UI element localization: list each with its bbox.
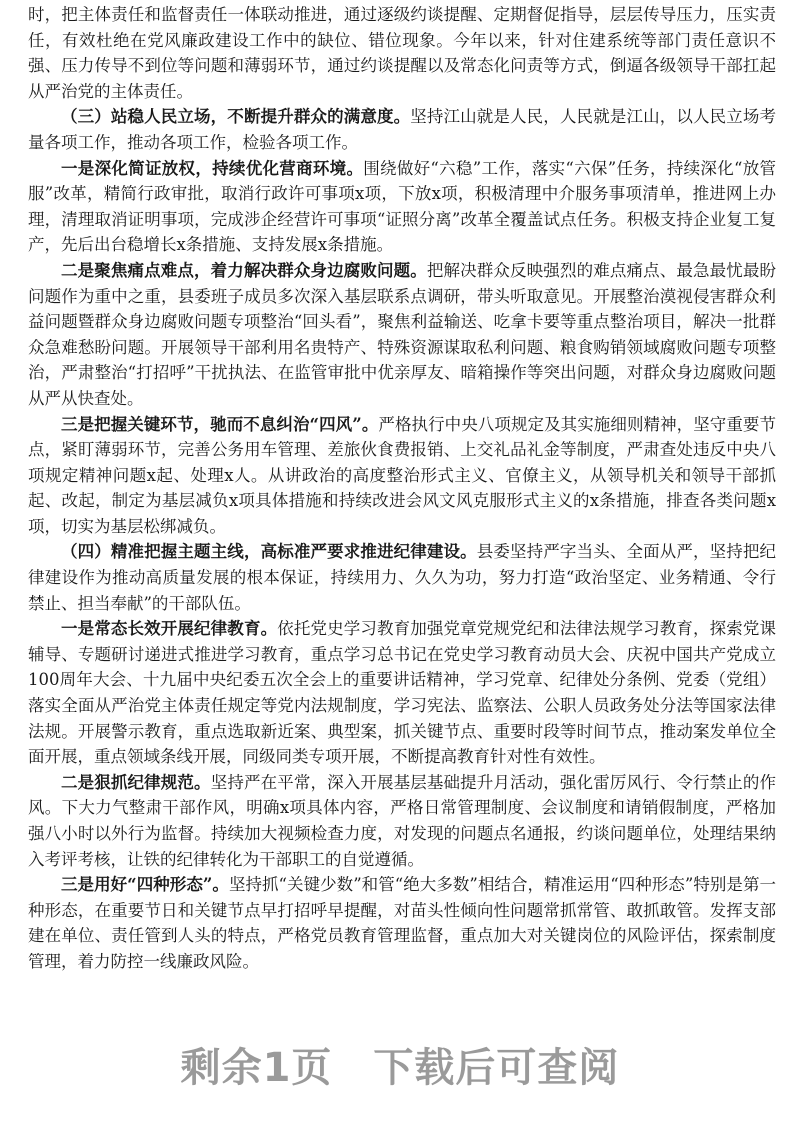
paragraph-heading: （四）精准把握主题主线，高标准严要求推进纪律建设。 <box>61 542 477 562</box>
paragraph-body: 围绕做好“六稳”工作，落实“六保”任务，持续深化“放管服”改革，精简行政审批，取消行政许可事项x项，下放x项，积极清理中介服务事项清单，推进网上办理，清理取消证明事项，完成涉企经营许可事项“证照分离”改革全覆盖试点任务。积极支持企业复工复产，先后出台稳增长x条措施、支持发展x条措施。 <box>28 158 776 255</box>
paragraph-heading: 三是把握关键环节，驰而不息纠治“四风”。 <box>61 414 379 434</box>
paragraph-body: 依托党史学习教育加强党章党规党纪和法律法规学习教育，探索党课辅导、专题研讨递进式推进学习教育，重点学习总书记在党史学习教育动员大会、庆祝中国共产党成立100周年大会、十九届中央纪委五次全会上的重要讲话精神，学习党章、纪律处分条例、党委（党组）落实全面从严治党主体责任规定等党内法规制度，学习宪法、监察法、公职人员政务处分法等国家法律法规。开展警示教育，重点选取新近案、典型案，抓关键节点、重要时段等时间节点，推动案发单位全面开展，重点领域条线开展，同级同类专项开展，不断提高教育针对性有效性。 <box>28 619 777 767</box>
paragraph-heading: 二是狠抓纪律规范。 <box>61 772 211 792</box>
paragraph-body: 严格执行中央八项规定及其实施细则精神，坚守重要节点，紧盯薄弱环节，完善公务用车管理、差旅伙食费报销、上交礼品礼金等制度，严肃查处违反中央八项规定精神问题x起、处理x人。从讲政治的高度整治形式主义、官僚主义，从领导机关和领导干部抓起、改起，制定为基层减负x项具体措施和持续改进会风文风克服形式主义的x条措施，排查各类问题x项，切实为基层松绑减负。 <box>28 414 777 536</box>
paragraph-heading: 一是常态长效开展纪律教育。 <box>61 619 278 639</box>
paragraph-section-3 <box>28 104 776 155</box>
paragraph-continuation: 时，把主体责任和监督责任一体联动推进，通过逐级约谈提醒、定期督促指导，层层传导压力，压实责任，有效杜绝在党风廉政建设工作中的缺位、错位现象。今年以来，针对住建系统等部门责任意识不强、压力传导不到位等问题和薄弱环节，通过约谈提醒以及常态化问责等方式，倒逼各级领导干部扛起从严治党的主体责任。 <box>28 5 776 101</box>
download-prompt[interactable] <box>0 1036 800 1093</box>
paragraph-body: 坚持抓“关键少数”和管“绝大多数”相结合，精准运用“四种形态”特别是第一种形态，在重要节日和关键节点早打招呼早提醒，对苗头性倾向性问题常抓常管、敢抓敢管。发挥支部建在单位、责任管到人头的特点，严格党员教育管理监督，重点加大对关键岗位的风险评估，探索制度管理，着力防控一线廉政风险。 <box>28 875 776 971</box>
paragraph-4-2 <box>28 770 776 872</box>
paragraph-body: 把解决群众反映强烈的难点痛点、最急最忧最盼问题作为重中之重，县委班子成员多次深入基层联系点调研，带头听取意见。开展整治漠视侵害群众利益问题暨群众身边腐败问题专项整治“回头看”，聚焦利益输送、吃拿卡要等重点整治项目，解决一批群众急难愁盼问题。开展领导干部利用名贵特产、特殊资源谋取私利问题、粮食购销领域腐败问题专项整治，严肃整治“打招呼”干扰执法、在监管审批中优亲厚友、暗箱操作等突出问题，对群众身边腐败问题从严从快查处。 <box>28 260 777 408</box>
paragraph-heading: 三是用好“四种形态”。 <box>61 875 229 895</box>
paragraph-3-3 <box>28 412 776 540</box>
document-body <box>28 2 776 975</box>
paragraph-4-3 <box>28 872 776 974</box>
paragraph-4-1 <box>28 616 776 770</box>
paragraph-heading: 二是聚焦痛点难点，着力解决群众身边腐败问题。 <box>61 260 427 280</box>
paragraph-section-4 <box>28 539 776 616</box>
paragraph-heading: 一是深化简证放权，持续优化营商环境。 <box>61 158 364 178</box>
paragraph-body: 坚持江山就是人民，人民就是江山，以人民立场考量各项工作，推动各项工作，检验各项工作。 <box>28 107 777 152</box>
paragraph-body: 坚持严在平常，深入开展基层基础提升月活动，强化雷厉风行、令行禁止的作风。下大力气整肃干部作风，明确x项具体内容，严格日常管理制度、会议制度和请销假制度，严格加强八小时以外行为监督。持续加大视频检查力度，对发现的问题点名通报，约谈问题单位，处理结果纳入考评考核，让铁的纪律转化为干部职工的自觉遵循。 <box>28 772 777 869</box>
paragraph-heading: （三）站稳人民立场，不断提升群众的满意度。 <box>61 107 411 127</box>
remaining-pages-label[interactable]: 剩余1页 下载后可查阅 <box>180 1045 620 1091</box>
paragraph-body: 县委坚持严字当头、全面从严，坚持把纪律建设作为推动高质量发展的根本保证，持续用力、久久为功，努力打造“政治坚定、业务精通、令行禁止、担当奉献”的干部队伍。 <box>28 542 777 613</box>
paragraph-3-2 <box>28 258 776 412</box>
paragraph-3-1 <box>28 156 776 258</box>
